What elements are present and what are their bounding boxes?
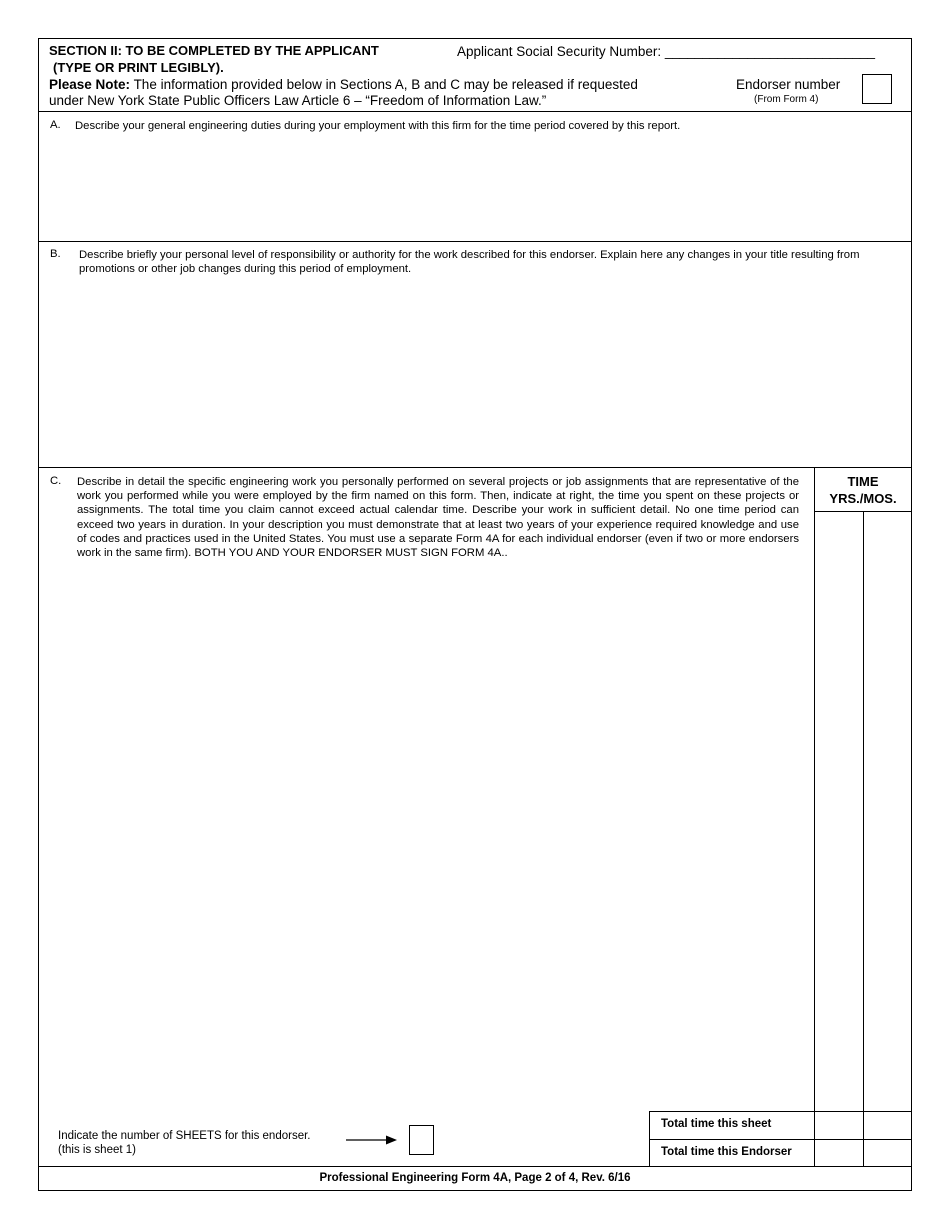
- note-text: The information provided below in Sections A, B and C may be released if requested: [133, 77, 638, 92]
- section-c-instructions: Describe in detail the specific engineering work you personally performed on several projects or job assignments that are representative of the work you performed while you were employed by the firm named on this form. Then, indicate at right, the time you spent on these projects or assignments. The total time you claim cannot exceed actual calendar time. Describe your work in sufficient detail. No one time period can exceed two years in duration. In your description you must demonstrate that at least two years of your experience required knowledge and use of codes and practices used in the United States. You must use a separate Form 4A for each individual endorser (even if two or more endorsers work in the same firm). BOTH YOU AND YOUR ENDORSER MUST SIGN FORM 4A..: [77, 476, 799, 560]
- totals-top-border: [649, 1111, 911, 1112]
- total-endorser-years-field[interactable]: [816, 1141, 862, 1165]
- sheets-instruction-line2: (this is sheet 1): [58, 1144, 136, 1156]
- section-title: SECTION II: TO BE COMPLETED BY THE APPLICANT: [49, 43, 379, 58]
- total-time-sheet-label: Total time this sheet: [661, 1118, 772, 1130]
- total-endorser-months-field[interactable]: [865, 1141, 910, 1165]
- header-divider: [39, 111, 911, 112]
- sheets-count-box[interactable]: [409, 1125, 434, 1155]
- time-column-header: [815, 473, 911, 507]
- section-a-instructions: Describe your general engineering duties during your employment with this firm for the time period covered by this report.: [75, 120, 681, 132]
- section-b-divider: [39, 467, 911, 468]
- section-a-response-area[interactable]: [41, 135, 909, 239]
- endorser-number-box[interactable]: [862, 74, 892, 104]
- months-column[interactable]: [865, 514, 910, 1109]
- section-a-divider: [39, 241, 911, 242]
- time-header-line2: YRS./MOS.: [829, 491, 897, 506]
- sheets-instruction: [58, 1129, 311, 1157]
- section-a-letter: A.: [50, 119, 61, 131]
- section-b-response-area[interactable]: [41, 279, 909, 465]
- endorser-number-sublabel: (From Form 4): [754, 94, 819, 105]
- footer-divider: [39, 1166, 911, 1167]
- form-footer: Professional Engineering Form 4A, Page 2 of 4, Rev. 6/16: [319, 1172, 631, 1184]
- section-b-letter: B.: [50, 248, 61, 260]
- total-time-endorser-label: Total time this Endorser: [661, 1146, 792, 1158]
- note-label: Please Note:: [49, 77, 131, 92]
- total-sheet-months-field[interactable]: [865, 1113, 910, 1138]
- years-months-divider: [863, 511, 864, 1166]
- time-column-left-border: [814, 468, 815, 1166]
- form-page: [38, 38, 912, 1191]
- endorser-number-label: Endorser number: [736, 77, 841, 92]
- years-column[interactable]: [816, 514, 862, 1109]
- ssn-field[interactable]: Applicant Social Security Number: ____________________________: [457, 44, 876, 59]
- section-c-response-area[interactable]: [41, 579, 811, 1107]
- privacy-note-line2: under New York State Public Officers Law Article 6 – “Freedom of Information Law.”: [49, 93, 547, 108]
- section-b-instructions: Describe briefly your personal level of responsibility or authority for the work described for this endorser. Explain here any changes in your title resulting from promotions or other job changes during this period of employment.: [79, 249, 860, 276]
- privacy-note-line1: [49, 77, 638, 92]
- totals-middle-divider: [649, 1139, 911, 1140]
- arrow-right-icon: [346, 1133, 398, 1145]
- section-c-letter: C.: [50, 475, 62, 487]
- total-sheet-years-field[interactable]: [816, 1113, 862, 1138]
- time-header-line1: TIME: [847, 474, 879, 489]
- sheets-instruction-line1: Indicate the number of SHEETS for this endorser.: [58, 1130, 311, 1142]
- section-subtitle: (TYPE OR PRINT LEGIBLY).: [53, 60, 224, 75]
